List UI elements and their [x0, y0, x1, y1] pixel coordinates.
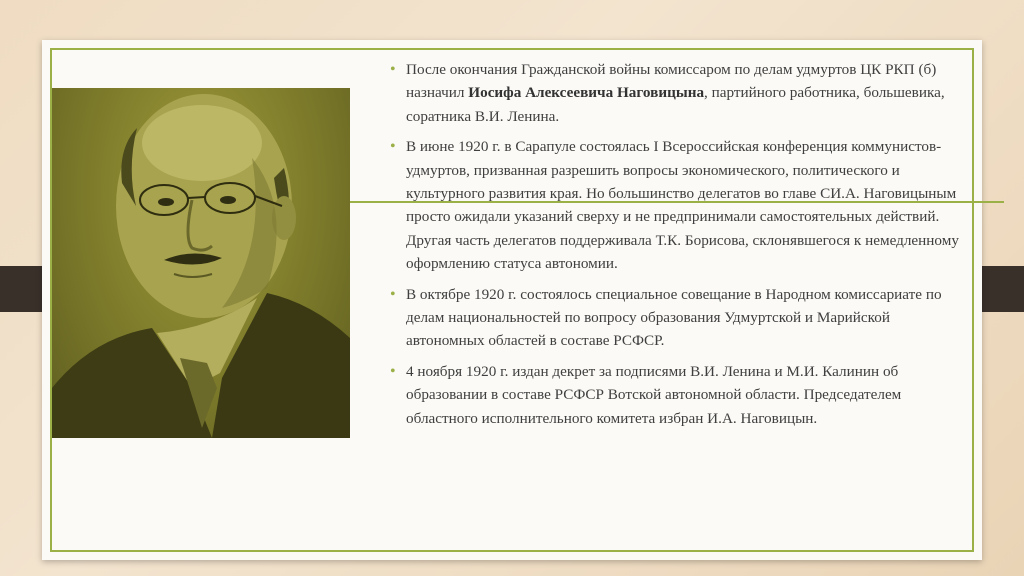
bullet-text: , партийного работника, большевика, соратника В.И. Ленина.: [406, 84, 945, 125]
bullet-marker: •: [390, 138, 396, 156]
bullet-marker: •: [390, 362, 396, 380]
bullet-bold-name: Иосифа Алексеевича Наговицына: [468, 84, 705, 102]
bullet-text: В июне 1920 г. в Сарапуле состоялась I Всероссийская конференция коммунистов-удмуртов, призванная разрешить вопросы экономического, политического и культурного развития края. Но большинство делегатов во главе СИ.А. Наговицыным просто ожидали указаний сверху и не предпринимали самостоятельных действий. Другая часть делегатов поддерживала Т.К. Борисова, склонявшегося к немедленному оформлению статуса автономии.: [406, 138, 959, 273]
bullet-text: 4 ноября 1920 г. издан декрет за подписями В.И. Ленина и М.И. Калинин об образовании в составе РСФСР Вотской автономной области. Председателем областного исполнительного комитета избран И.А. Наговицын.: [406, 362, 902, 427]
portrait-illustration: [52, 88, 350, 438]
bullet-list: [390, 58, 970, 437]
bullet-marker: •: [390, 61, 396, 78]
bullet-item: [390, 360, 970, 430]
bullet-item: [390, 58, 970, 128]
bullet-text: После окончания Гражданской войны комиссаром по делам удмуртов ЦК РКП (б) назначил: [406, 61, 937, 102]
bullet-marker: •: [390, 285, 396, 303]
bullet-item: [390, 283, 970, 353]
bullet-text: В октябре 1920 г. состоялось специальное совещание в Народном комиссариате по делам национальностей по вопросу образования Удмуртской и Марийской автономных областей в составе РСФСР.: [406, 285, 942, 350]
portrait-photo: [52, 88, 350, 438]
bullet-item: [390, 135, 970, 275]
left-decor-bar: [0, 266, 42, 312]
slide-card: [42, 40, 982, 560]
